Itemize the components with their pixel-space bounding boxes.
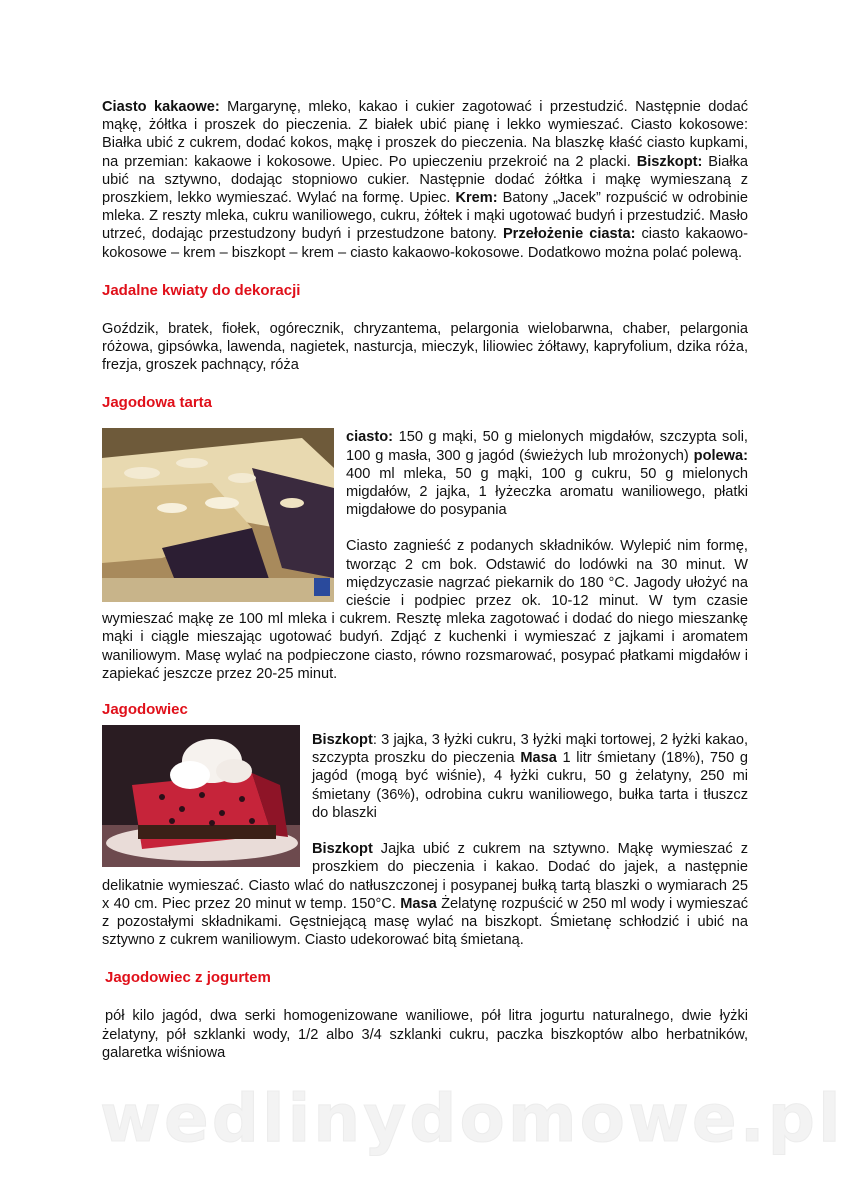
paragraph-jadalne-kwiaty: Goździk, bratek, fiołek, ogórecznik, chryzantema, pelargonia wielobarwna, chaber, pelargonia różowa, gipsówka, lawenda, nagietek, nasturcja, mieczyk, liliowiec żółtawy, kapryfolium, dzika róża, frezja, groszek pachnący, róża [102, 320, 748, 374]
text-biszkopt-jagodowiec: : 3 jajka, 3 łyżki cukru, 3 łyżki mąki tortowej, 2 łyżki kakao, szczypta proszku do pieczenia [312, 732, 748, 767]
text-ciasto: 150 g mąki, 50 g mielonych migdałów, szczypta soli, 100 g masła, 300 g jagód (świeżych lub mrożonych) [346, 429, 748, 464]
text-przelozenie: ciasto kakaowo-kokosowe – krem – biszkopt – krem – ciasto kakaowo-kokosowe. Dodatkowo można polać polewą. [102, 226, 748, 261]
label-biszkopt-jagodowiec: Biszkopt [312, 732, 373, 749]
heading-jadalne-kwiaty: Jadalne kwiaty do dekoracji [102, 281, 301, 299]
text-ciasto-kakaowe: Margarynę, mleko, kakao i cukier zagotować i przestudzić. Następnie dodać mąkę, żółtka i proszek do pieczenia. Z białek ubić pianę i lekko wymieszać. Ciasto kokosowe: Białka ubić z cukrem, dodać kokos, mąkę i proszek do pieczenia. Na blaszkę kłaść ciasto kupkami, na przemian: kakaowe i kokosowe. Upiec. Po upieczeniu przekroić na 2 placki. [102, 99, 748, 170]
label-biszkopt-method: Biszkopt [312, 841, 373, 858]
label-masa: Masa [520, 750, 557, 767]
document-page [102, 98, 748, 1062]
text-masa-method: Żelatynę rozpuścić w 250 ml wody i wymieszać z pozostałymi składnikami. Gęstniejącą masę wylać na biszkopt. Śmietanę schłodzić i ubić na sztywno z cukrem waniliowym. Ciasto udekorować bitą śmietaną. [102, 895, 748, 949]
label-ciasto-kakaowe: Ciasto kakaowe: [102, 99, 220, 115]
text-biszkopt: Białka ubić na sztywno, dodając stopniowo cukier. Następnie dodać żółtka i mąkę wymieszaną z proszkiem, lekko wymieszać. Wylać na formę. Upiec. [102, 153, 748, 207]
text-masa: 1 litr śmietany (18%), 750 g jagód (mogą być wiśnie), 4 łyżki cukru, 50 g żelatyny, 250 mi śmietany (36%), odrobina cukru waniliowego, bułka tarta i tłuszcz do blaszki [312, 750, 748, 821]
paragraph-tarta-method: Ciasto zagnieść z podanych składników. Wylepić nim formę, tworząc 2 cm bok. Odstawić do lodówki na 30 minut. W międzyczasie nagrzać piekarnik do 180 °C. Jagody ułożyć na cieście i podpiec przez ok. 10-12 minut. W tym czasie wymieszać mąkę ze 100 ml mleka i cukrem. Resztę mleka zagotować i dodać do niego mieszankę mąki i ciągle mieszając ugotować budyń. Zdjąć z kuchenki i wymieszać z jajkami i aromatem waniliowym. Masę wylać na podpieczone ciasto, równo rozsmarować, posypać płatkami migdałów i zapiekać jeszcze przez 20-25 minut. [102, 538, 748, 682]
label-ciasto: ciasto: [346, 429, 394, 446]
text-polewa: 400 ml mleka, 50 g mąki, 100 g cukru, 50 g mielonych migdałów, 2 jajka, 1 łyżeczka aromatu waniliowego, płatki migdałowe do posypania [346, 465, 748, 519]
watermark: wedlinydomowe.pl [100, 1080, 844, 1157]
tart-photo [102, 428, 334, 602]
heading-jagodowa-tarta: Jagodowa tarta [102, 394, 213, 412]
text-krem: Batony „Jacek” rozpuścić w odrobinie mleka. Z reszty mleka, cukru waniliowego, cukru, żółtek i mąki ugotować budyń i przestudzić. Masło utrzeć, dodając przestudzony budyń i przestudzone batony. [102, 190, 748, 243]
label-biszkopt: Biszkopt: [636, 153, 703, 170]
label-masa-method: Masa [400, 895, 437, 912]
label-polewa: polewa: [693, 447, 748, 464]
heading-jagodowiec: Jagodowiec [102, 701, 188, 719]
jagodowiec-photo [102, 725, 300, 867]
text-biszkopt-method: Jajka ubić z cukrem na sztywno. Mąkę wymieszać z proszkiem do pieczenia i kakao. Dodać do jajek, a następnie delikatnie wymieszać. Ciasto wlać do natłuszczonej i posypanej bułką tartą blaszki o wymiarach 25 x 40 cm. Piec przez 20 minut w temp. 150°C. [102, 841, 748, 912]
label-przelozenie: Przełożenie ciasta: [502, 226, 636, 243]
heading-jagodowiec-z-jogurtem: Jagodowiec z jogurtem [105, 969, 271, 987]
paragraph-jagodowiec-z-jogurtem: pół kilo jagód, dwa serki homogenizowane waniliowe, pół litra jogurtu naturalnego, dwie łyżki żelatyny, pół szklanki wody, 1/2 albo 3/4 szklanki cukru, paczka biszkoptów albo herbatników, galaretka wiśniowa [102, 1008, 748, 1061]
paragraph-ciasto-kakaowe [102, 98, 748, 262]
label-krem: Krem: [455, 190, 498, 207]
